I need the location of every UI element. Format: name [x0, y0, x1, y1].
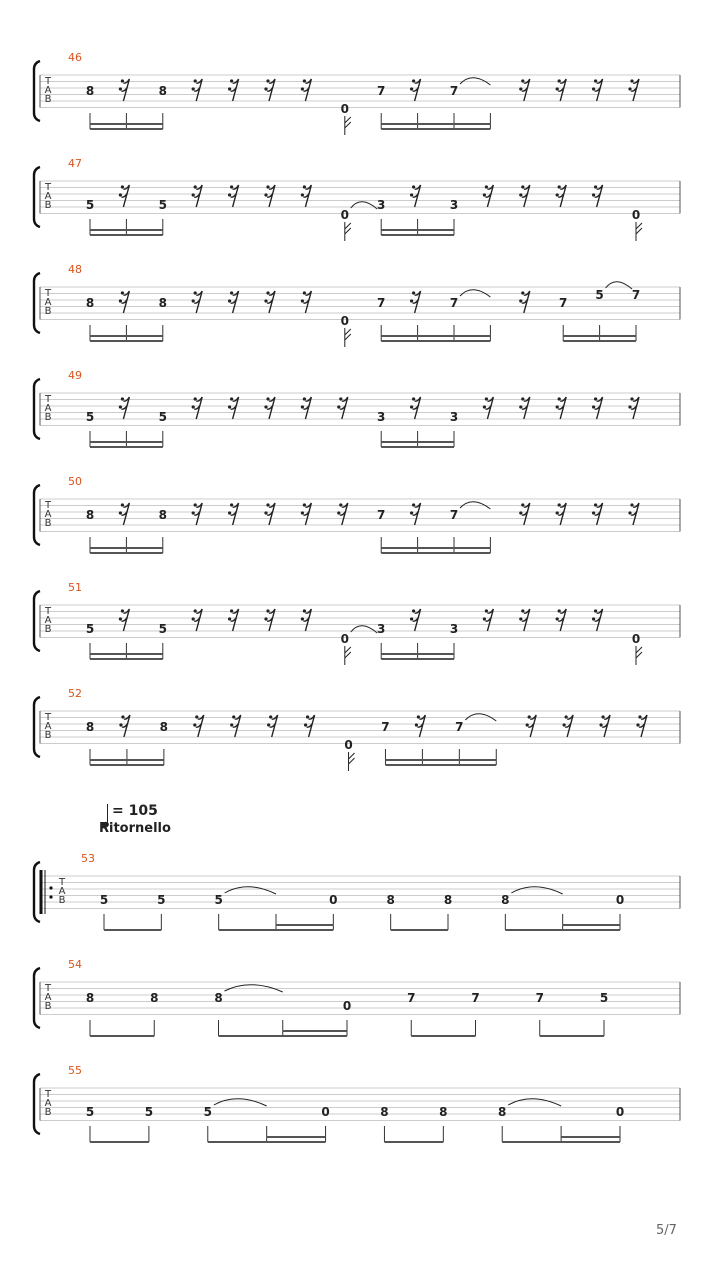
- rest-dot: [194, 291, 197, 294]
- fret-number: 8: [214, 991, 223, 1005]
- rest-dot: [410, 617, 413, 620]
- rest-dot: [592, 193, 595, 196]
- rest-dot: [630, 503, 633, 506]
- rest-dot: [556, 511, 559, 514]
- tie-arc: [351, 626, 377, 633]
- rest-dot: [192, 87, 195, 90]
- fret-number: 5: [158, 622, 167, 636]
- rest-dot: [304, 723, 307, 726]
- rest-dot: [232, 715, 235, 718]
- fret-number: 7: [449, 508, 459, 522]
- clef-letter: B: [44, 200, 52, 211]
- rest-dot: [266, 185, 269, 188]
- rest-dot: [303, 291, 306, 294]
- clef-letter: T: [44, 983, 52, 994]
- fret-number: 5: [158, 410, 167, 424]
- rest-dot: [194, 185, 197, 188]
- fret-number: 5: [599, 991, 609, 1005]
- sixteenth-flag-icon: [345, 222, 351, 241]
- rest-dot: [485, 185, 488, 188]
- rest-dot: [412, 609, 415, 612]
- rest-dot: [195, 715, 198, 718]
- system-bracket: [34, 379, 40, 439]
- sixteenth-flag-icon: [636, 646, 642, 665]
- fret-number: 0: [329, 893, 338, 907]
- fret-number: 0: [615, 893, 625, 907]
- rest-dot: [485, 609, 488, 612]
- fret-number: 8: [85, 720, 95, 734]
- fret-number: 0: [631, 208, 641, 222]
- rest-dot: [230, 723, 233, 726]
- fret-number: 7: [377, 84, 386, 98]
- rest-dot: [119, 617, 122, 620]
- fret-number: 8: [150, 991, 159, 1005]
- clef-letter: T: [44, 606, 52, 617]
- rest-dot: [483, 405, 486, 408]
- rest-dot: [628, 405, 631, 408]
- rest-dot: [630, 79, 633, 82]
- sixteenth-flag-icon: [345, 646, 351, 665]
- fret-number: 8: [439, 1105, 448, 1119]
- fret-number: 8: [501, 893, 510, 907]
- fret-number: 5: [203, 1105, 212, 1119]
- fret-number: 5: [595, 288, 604, 302]
- system-bracket: [34, 968, 40, 1028]
- rest-dot: [119, 723, 122, 726]
- rest-dot: [303, 397, 306, 400]
- clef-letter: B: [44, 306, 52, 317]
- clef-letter: T: [44, 500, 52, 511]
- measure-number: 52: [68, 687, 82, 700]
- rest-dot: [556, 87, 559, 90]
- rest-dot: [528, 715, 531, 718]
- clef-letter: A: [58, 886, 66, 897]
- rest-dot: [266, 291, 269, 294]
- rest-dot: [521, 79, 524, 82]
- rest-dot: [192, 511, 195, 514]
- rest-dot: [630, 397, 633, 400]
- clef-letter: T: [44, 712, 52, 723]
- system-bracket: [34, 697, 40, 757]
- rest-dot: [592, 617, 595, 620]
- rest-dot: [592, 87, 595, 90]
- rest-dot: [192, 617, 195, 620]
- rest-dot: [558, 185, 561, 188]
- rest-dot: [194, 79, 197, 82]
- fret-number: 0: [340, 632, 349, 646]
- system-bracket: [34, 1074, 40, 1134]
- clef-letter: T: [44, 76, 52, 87]
- clef-letter: B: [44, 624, 52, 635]
- clef-letter: A: [44, 85, 52, 96]
- fret-number: 7: [377, 296, 386, 310]
- rest-dot: [519, 193, 522, 196]
- rest-dot: [412, 185, 415, 188]
- rest-dot: [264, 193, 267, 196]
- rest-dot: [519, 87, 522, 90]
- clef-letter: T: [44, 182, 52, 193]
- rest-dot: [264, 87, 267, 90]
- rest-dot: [264, 511, 267, 514]
- fret-number: 0: [631, 632, 641, 646]
- fret-number: 3: [377, 622, 386, 636]
- rest-dot: [410, 405, 413, 408]
- fret-number: 7: [407, 991, 416, 1005]
- measure-number: 48: [68, 263, 82, 276]
- clef-letter: B: [44, 412, 52, 423]
- clef-letter: B: [44, 1001, 52, 1012]
- system-bracket: [34, 485, 40, 545]
- rest-dot: [339, 503, 342, 506]
- rest-dot: [303, 79, 306, 82]
- rest-dot: [592, 405, 595, 408]
- rest-dot: [121, 185, 124, 188]
- clef-letter: T: [44, 1089, 52, 1100]
- rest-dot: [266, 609, 269, 612]
- fret-number: 0: [342, 999, 352, 1013]
- rest-dot: [228, 617, 231, 620]
- rest-dot: [521, 609, 524, 612]
- rest-dot: [412, 397, 415, 400]
- fret-number: 7: [631, 288, 641, 302]
- fret-number: 7: [455, 720, 464, 734]
- clef-letter: A: [44, 992, 52, 1003]
- fret-number: 7: [471, 991, 480, 1005]
- clef-letter: A: [44, 615, 52, 626]
- measure-number: 46: [68, 51, 82, 64]
- measure-number: 47: [68, 157, 82, 170]
- rest-dot: [417, 715, 420, 718]
- rest-dot: [337, 405, 340, 408]
- sixteenth-flag-icon: [345, 328, 351, 347]
- rest-dot: [410, 511, 413, 514]
- rest-dot: [301, 299, 304, 302]
- rest-dot: [594, 79, 597, 82]
- rest-dot: [301, 87, 304, 90]
- rest-dot: [194, 397, 197, 400]
- rest-dot: [594, 397, 597, 400]
- measure-number: 53: [81, 852, 95, 865]
- fret-number: 7: [449, 296, 459, 310]
- rest-dot: [483, 193, 486, 196]
- clef-letter: B: [44, 518, 52, 529]
- rest-dot: [521, 185, 524, 188]
- rest-dot: [192, 405, 195, 408]
- fret-number: 3: [449, 410, 459, 424]
- rest-dot: [264, 405, 267, 408]
- clef-letter: A: [44, 403, 52, 414]
- fret-number: 5: [157, 893, 166, 907]
- section-label: Ritornello: [99, 821, 171, 836]
- fret-number: 7: [449, 84, 459, 98]
- rest-dot: [228, 87, 231, 90]
- rest-dot: [266, 79, 269, 82]
- rest-dot: [410, 299, 413, 302]
- rest-dot: [121, 609, 124, 612]
- rest-dot: [228, 193, 231, 196]
- sixteenth-flag-icon: [349, 752, 355, 771]
- rest-dot: [565, 715, 568, 718]
- tie-arc: [214, 1099, 267, 1106]
- rest-dot: [228, 511, 231, 514]
- fret-number: 5: [85, 410, 95, 424]
- sixteenth-flag-icon: [345, 116, 351, 135]
- rest-dot: [194, 503, 197, 506]
- fret-number: 8: [158, 508, 167, 522]
- rest-dot: [519, 617, 522, 620]
- fret-number: 3: [377, 410, 386, 424]
- rest-dot: [121, 397, 124, 400]
- rest-dot: [303, 503, 306, 506]
- clef-letter: B: [58, 895, 66, 906]
- rest-dot: [526, 723, 529, 726]
- rest-dot: [194, 609, 197, 612]
- measure-number: 49: [68, 369, 82, 382]
- clef-letter: A: [44, 191, 52, 202]
- rest-dot: [121, 291, 124, 294]
- rest-dot: [599, 723, 602, 726]
- rest-dot: [303, 185, 306, 188]
- rest-dot: [556, 617, 559, 620]
- clef-letter: T: [58, 877, 66, 888]
- fret-number: 7: [377, 508, 386, 522]
- rest-dot: [269, 715, 272, 718]
- clef-letter: A: [44, 1098, 52, 1109]
- measure-number: 54: [68, 958, 82, 971]
- system-bracket: [34, 591, 40, 651]
- rest-dot: [558, 503, 561, 506]
- rest-dot: [594, 503, 597, 506]
- fret-number: 8: [498, 1105, 507, 1119]
- rest-dot: [230, 503, 233, 506]
- fret-number: 8: [158, 296, 167, 310]
- fret-number: 0: [615, 1105, 625, 1119]
- fret-number: 7: [381, 720, 390, 734]
- rest-dot: [230, 79, 233, 82]
- tie-arc: [351, 202, 377, 209]
- clef-letter: A: [44, 297, 52, 308]
- fret-number: 0: [321, 1105, 330, 1119]
- rest-dot: [306, 715, 309, 718]
- tie-arc: [508, 1099, 561, 1106]
- rest-dot: [556, 405, 559, 408]
- rest-dot: [558, 609, 561, 612]
- fret-number: 8: [159, 720, 169, 734]
- rest-dot: [483, 617, 486, 620]
- tempo-bpm: = 105: [112, 803, 158, 819]
- rest-dot: [415, 723, 418, 726]
- fret-number: 5: [214, 893, 223, 907]
- rest-dot: [192, 193, 195, 196]
- rest-dot: [636, 723, 639, 726]
- rest-dot: [628, 87, 631, 90]
- measure-number: 50: [68, 475, 82, 488]
- rest-dot: [266, 503, 269, 506]
- rest-dot: [301, 511, 304, 514]
- rest-dot: [193, 723, 196, 726]
- repeat-dot: [49, 886, 52, 889]
- rest-dot: [556, 193, 559, 196]
- rest-dot: [558, 79, 561, 82]
- fret-number: 8: [85, 508, 95, 522]
- rest-dot: [230, 291, 233, 294]
- rest-dot: [119, 511, 122, 514]
- rest-dot: [119, 87, 122, 90]
- rest-dot: [601, 715, 604, 718]
- rest-dot: [121, 503, 124, 506]
- rest-dot: [638, 715, 641, 718]
- rest-dot: [266, 397, 269, 400]
- fret-number: 5: [144, 1105, 154, 1119]
- rest-dot: [267, 723, 270, 726]
- rest-dot: [119, 299, 122, 302]
- clef-letter: B: [44, 730, 52, 741]
- repeat-dot: [49, 895, 52, 898]
- system-bracket: [34, 61, 40, 121]
- rest-dot: [594, 185, 597, 188]
- rest-dot: [519, 405, 522, 408]
- fret-number: 3: [449, 198, 459, 212]
- fret-number: 8: [386, 893, 395, 907]
- measure-number: 51: [68, 581, 82, 594]
- fret-number: 8: [380, 1105, 389, 1119]
- rest-dot: [228, 299, 231, 302]
- rest-dot: [264, 299, 267, 302]
- rest-dot: [410, 87, 413, 90]
- clef-letter: A: [44, 509, 52, 520]
- fret-number: 5: [85, 198, 95, 212]
- clef-letter: B: [44, 94, 52, 105]
- rest-dot: [301, 405, 304, 408]
- rest-dot: [521, 503, 524, 506]
- tie-arc: [225, 887, 276, 894]
- fret-number: 8: [85, 991, 95, 1005]
- fret-number: 0: [340, 208, 349, 222]
- fret-number: 7: [559, 296, 568, 310]
- tempo-marking: [99, 802, 189, 842]
- rest-dot: [412, 291, 415, 294]
- rest-dot: [228, 405, 231, 408]
- rest-dot: [412, 503, 415, 506]
- rest-dot: [264, 617, 267, 620]
- fret-number: 0: [344, 738, 353, 752]
- rest-dot: [521, 291, 524, 294]
- rest-dot: [592, 511, 595, 514]
- rest-dot: [339, 397, 342, 400]
- page-number: 5/7: [656, 1223, 677, 1238]
- rest-dot: [337, 511, 340, 514]
- rest-dot: [485, 397, 488, 400]
- rest-dot: [230, 609, 233, 612]
- fret-number: 8: [158, 84, 167, 98]
- rest-dot: [628, 511, 631, 514]
- fret-number: 5: [158, 198, 167, 212]
- rest-dot: [301, 617, 304, 620]
- rest-dot: [119, 405, 122, 408]
- fret-number: 5: [99, 893, 109, 907]
- fret-number: 8: [85, 296, 95, 310]
- fret-number: 5: [85, 1105, 95, 1119]
- rest-dot: [303, 609, 306, 612]
- fret-number: 3: [377, 198, 386, 212]
- rest-dot: [230, 185, 233, 188]
- tie-arc: [606, 282, 632, 289]
- rest-dot: [519, 299, 522, 302]
- rest-dot: [230, 397, 233, 400]
- rest-dot: [121, 715, 124, 718]
- system-bracket: [34, 273, 40, 333]
- fret-number: 8: [85, 84, 95, 98]
- fret-number: 7: [535, 991, 544, 1005]
- fret-number: 8: [443, 893, 453, 907]
- tie-arc: [511, 887, 562, 894]
- rest-dot: [121, 79, 124, 82]
- rest-dot: [301, 193, 304, 196]
- rest-dot: [594, 609, 597, 612]
- sixteenth-flag-icon: [636, 222, 642, 241]
- rest-dot: [412, 79, 415, 82]
- rest-dot: [192, 299, 195, 302]
- system-bracket: [34, 167, 40, 227]
- rest-dot: [519, 511, 522, 514]
- fret-number: 3: [449, 622, 459, 636]
- clef-letter: B: [44, 1107, 52, 1118]
- rest-dot: [119, 193, 122, 196]
- rest-dot: [563, 723, 566, 726]
- rest-dot: [410, 193, 413, 196]
- rest-dot: [521, 397, 524, 400]
- fret-number: 0: [340, 314, 349, 328]
- measure-number: 55: [68, 1064, 82, 1077]
- system-bracket: [34, 862, 40, 922]
- clef-letter: T: [44, 288, 52, 299]
- rest-dot: [558, 397, 561, 400]
- fret-number: 5: [85, 622, 95, 636]
- clef-letter: A: [44, 721, 52, 732]
- clef-letter: T: [44, 394, 52, 405]
- fret-number: 0: [340, 102, 349, 116]
